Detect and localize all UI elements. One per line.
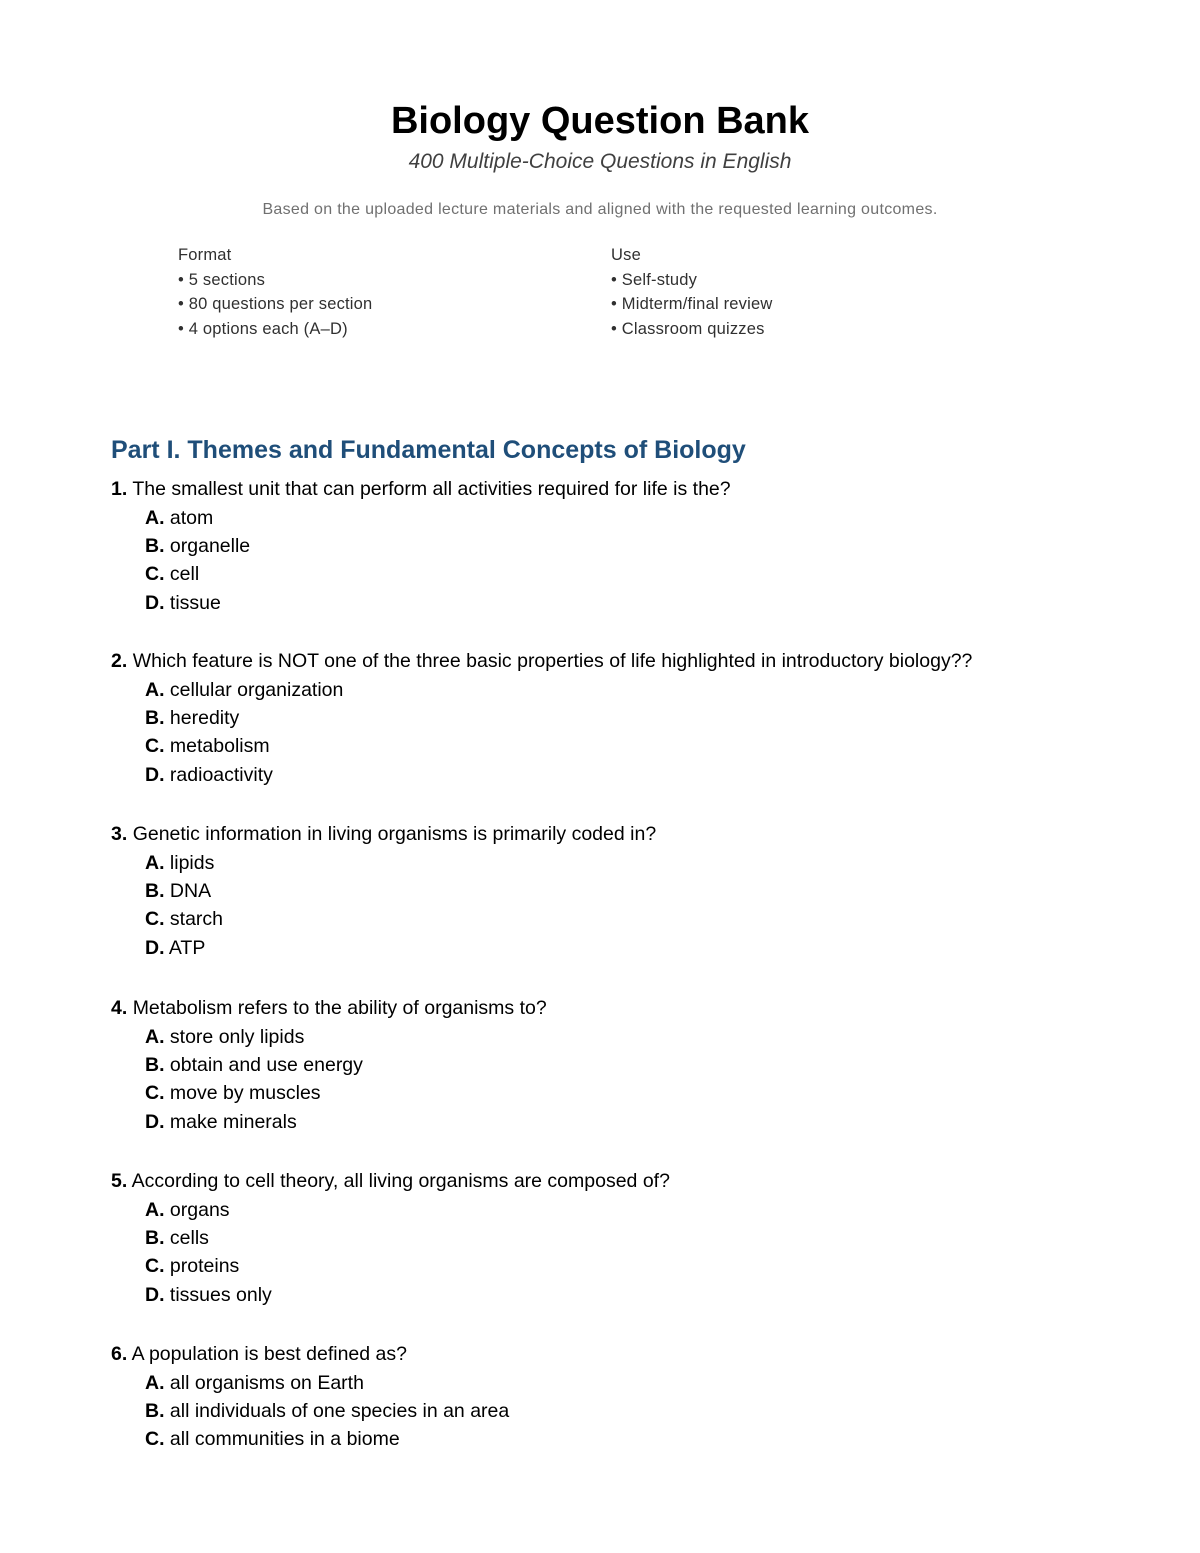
question-stem xyxy=(111,993,547,1023)
option-letter: B. xyxy=(145,1227,165,1250)
question-text: Metabolism refers to the ability of organisms to? xyxy=(132,997,547,1019)
option-d xyxy=(145,1281,670,1309)
option-text: radioactivity xyxy=(169,763,273,786)
question-4 xyxy=(111,993,547,1136)
option-list xyxy=(145,849,656,962)
option-letter: C. xyxy=(145,735,165,758)
option-a xyxy=(145,676,972,704)
option-text: DNA xyxy=(169,880,212,903)
option-text: atom xyxy=(169,507,214,529)
option-d xyxy=(145,934,656,962)
option-c xyxy=(145,1079,547,1107)
format-column xyxy=(178,243,372,341)
option-letter: D. xyxy=(145,763,165,786)
option-text: starch xyxy=(169,908,224,931)
option-b xyxy=(145,1224,670,1252)
source-note: Based on the uploaded lecture materials and aligned with the requested learning outcomes. xyxy=(262,201,938,218)
question-text: The smallest unit that can perform all activities required for life is the? xyxy=(132,478,731,500)
option-text: cell xyxy=(169,563,200,586)
option-letter: A. xyxy=(145,1372,165,1394)
question-3 xyxy=(111,819,656,962)
question-number: 6. xyxy=(111,1343,128,1365)
question-stem xyxy=(111,474,731,504)
option-b xyxy=(145,877,656,905)
question-text: Genetic information in living organisms is primarily coded in? xyxy=(132,823,657,845)
use-item: • Self-study xyxy=(611,268,772,293)
question-stem xyxy=(111,1166,670,1196)
format-item: • 5 sections xyxy=(178,268,372,293)
option-d xyxy=(145,761,972,789)
option-c xyxy=(145,905,656,933)
question-stem xyxy=(111,819,656,849)
question-stem xyxy=(111,1339,509,1369)
option-letter: A. xyxy=(145,679,165,701)
option-b xyxy=(145,532,731,560)
option-list xyxy=(145,1196,670,1309)
option-text: organelle xyxy=(169,535,251,558)
option-text: ATP xyxy=(168,936,206,959)
option-list xyxy=(145,676,972,789)
option-text: heredity xyxy=(169,707,240,730)
option-text: metabolism xyxy=(169,735,270,758)
question-text: A population is best defined as? xyxy=(131,1343,407,1365)
option-letter: B. xyxy=(145,1054,165,1077)
option-letter: B. xyxy=(145,707,165,730)
option-letter: B. xyxy=(145,1400,165,1423)
option-list xyxy=(145,1023,547,1136)
option-letter: C. xyxy=(145,1082,165,1105)
option-text: lipids xyxy=(169,852,215,874)
question-stem xyxy=(111,646,972,676)
option-b xyxy=(145,704,972,732)
option-a xyxy=(145,849,656,877)
question-number: 1. xyxy=(111,478,128,500)
option-letter: D. xyxy=(145,591,165,614)
option-text: move by muscles xyxy=(169,1082,321,1105)
use-item: • Classroom quizzes xyxy=(611,317,772,342)
option-a xyxy=(145,504,731,532)
document-subtitle: 400 Multiple-Choice Questions in English xyxy=(408,150,792,173)
option-text: proteins xyxy=(169,1255,240,1278)
option-list xyxy=(145,504,731,617)
option-letter: D. xyxy=(145,1110,165,1133)
use-heading: Use xyxy=(611,246,641,264)
option-a xyxy=(145,1369,509,1397)
option-letter: C. xyxy=(145,1255,165,1278)
option-letter: B. xyxy=(145,535,165,558)
option-text: cells xyxy=(169,1227,209,1250)
option-b xyxy=(145,1051,547,1079)
question-number: 3. xyxy=(111,823,128,845)
format-item: • 80 questions per section xyxy=(178,292,372,317)
option-letter: D. xyxy=(145,936,165,959)
question-1 xyxy=(111,474,731,617)
format-heading: Format xyxy=(178,246,232,264)
option-c xyxy=(145,1425,509,1453)
option-text: all organisms on Earth xyxy=(169,1372,364,1394)
option-text: tissues only xyxy=(169,1283,272,1306)
option-letter: A. xyxy=(145,1199,165,1221)
use-item: • Midterm/final review xyxy=(611,292,772,317)
question-6 xyxy=(111,1339,509,1454)
option-letter: A. xyxy=(145,507,165,529)
document-title: Biology Question Bank xyxy=(390,100,810,142)
question-2 xyxy=(111,646,972,789)
option-text: make minerals xyxy=(169,1110,297,1133)
option-text: obtain and use energy xyxy=(169,1054,363,1077)
option-a xyxy=(145,1196,670,1224)
option-text: cellular organization xyxy=(169,679,344,701)
option-text: organs xyxy=(169,1199,230,1221)
question-5 xyxy=(111,1166,670,1309)
question-number: 2. xyxy=(111,650,128,672)
format-item: • 4 options each (A–D) xyxy=(178,317,372,342)
option-c xyxy=(145,732,972,760)
option-d xyxy=(145,1108,547,1136)
option-text: tissue xyxy=(169,591,221,614)
option-letter: A. xyxy=(145,852,165,874)
option-text: all communities in a biome xyxy=(169,1428,400,1451)
option-letter: C. xyxy=(145,908,165,931)
question-text: Which feature is NOT one of the three basic properties of life highlighted in introductory biology?? xyxy=(132,650,973,672)
part-heading: Part I. Themes and Fundamental Concepts of Biology xyxy=(111,436,746,464)
option-b xyxy=(145,1397,509,1425)
question-number: 5. xyxy=(111,1170,128,1192)
option-a xyxy=(145,1023,547,1051)
use-column xyxy=(611,243,772,341)
question-text: According to cell theory, all living organisms are composed of? xyxy=(131,1170,670,1192)
option-letter: C. xyxy=(145,1428,165,1451)
option-letter: C. xyxy=(145,563,165,586)
option-list xyxy=(145,1369,509,1454)
option-d xyxy=(145,589,731,617)
option-c xyxy=(145,560,731,588)
question-number: 4. xyxy=(111,997,128,1019)
option-c xyxy=(145,1252,670,1280)
option-text: store only lipids xyxy=(169,1026,305,1048)
option-letter: A. xyxy=(145,1026,165,1048)
option-letter: D. xyxy=(145,1283,165,1306)
option-text: all individuals of one species in an area xyxy=(169,1400,510,1423)
option-letter: B. xyxy=(145,880,165,903)
